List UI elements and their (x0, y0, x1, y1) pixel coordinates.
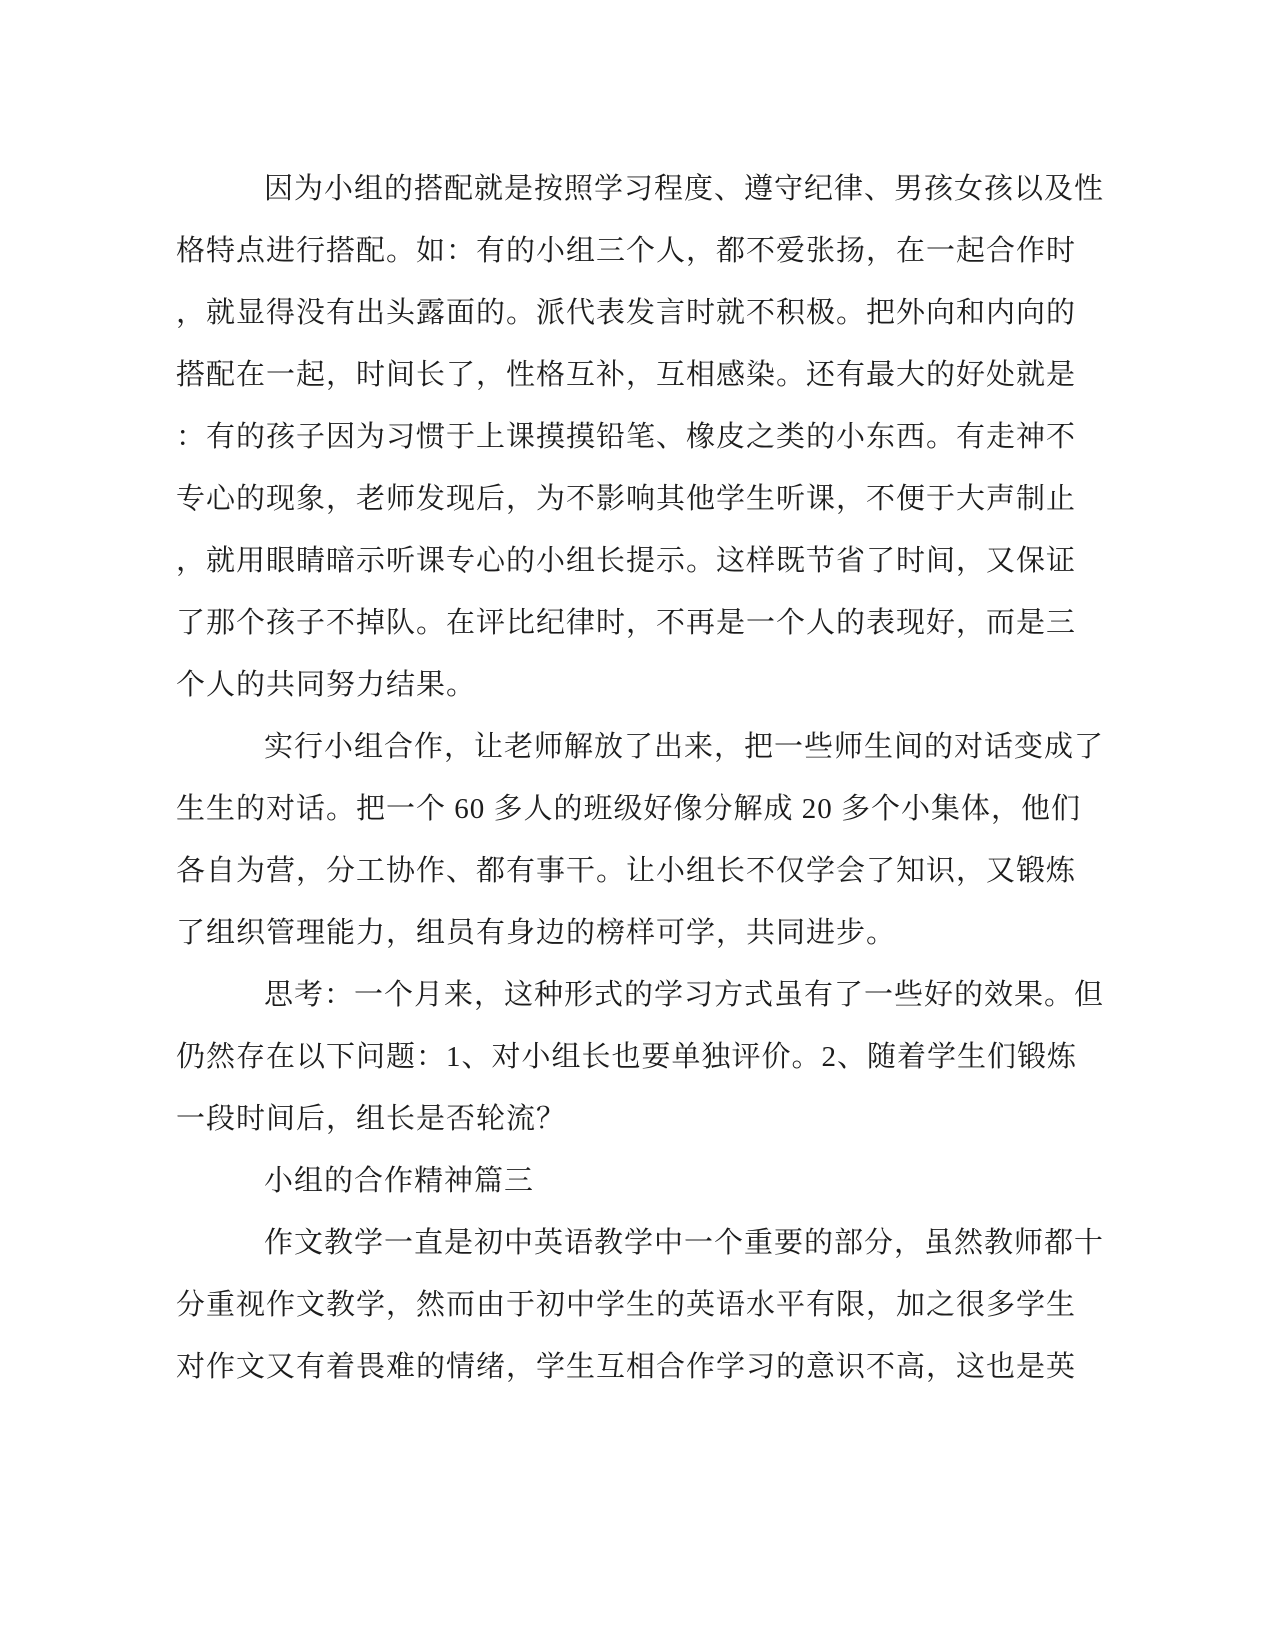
text-line: 了那个孩子不掉队。在评比纪律时，不再是一个人的表现好，而是三 (176, 607, 1077, 639)
text-line: 了组织管理能力，组员有身边的榜样可学，共同进步。 (176, 917, 897, 949)
text-line: 对作文又有着畏难的情绪，学生互相合作学习的意识不高，这也是英 (176, 1351, 1077, 1383)
text-line: 因为小组的搭配就是按照学习程度、遵守纪律、男孩女孩以及性 (264, 173, 1105, 205)
text-line: 思考：一个月来，这种形式的学习方式虽有了一些好的效果。但 (264, 979, 1105, 1011)
text-line: 生生的对话。把一个 60 多人的班级好像分解成 20 多个小集体，他们 (176, 793, 1082, 825)
text-line: ：有的孩子因为习惯于上课摸摸铅笔、橡皮之类的小东西。有走神不 (176, 421, 1077, 453)
text-line: 小组的合作精神篇三 (264, 1165, 535, 1197)
text-line: ，就用眼睛暗示听课专心的小组长提示。这样既节省了时间，又保证 (176, 545, 1077, 577)
text-line: 格特点进行搭配。如：有的小组三个人，都不爱张扬，在一起合作时 (176, 235, 1077, 267)
text-line: 各自为营，分工协作、都有事干。让小组长不仅学会了知识，又锻炼 (176, 855, 1077, 887)
text-line: 个人的共同努力结果。 (176, 669, 477, 701)
text-line: 搭配在一起，时间长了，性格互补，互相感染。还有最大的好处就是 (176, 359, 1077, 391)
text-line: ，就显得没有出头露面的。派代表发言时就不积极。把外向和内向的 (176, 297, 1077, 329)
text-line: 分重视作文教学，然而由于初中学生的英语水平有限，加之很多学生 (176, 1289, 1077, 1321)
text-line: 实行小组合作，让老师解放了出来，把一些师生间的对话变成了 (264, 731, 1105, 763)
text-line: 作文教学一直是初中英语教学中一个重要的部分，虽然教师都十 (264, 1227, 1105, 1259)
text-line: 专心的现象，老师发现后，为不影响其他学生听课，不便于大声制止 (176, 483, 1077, 515)
text-line: 一段时间后，组长是否轮流？ (176, 1103, 567, 1135)
text-line: 仍然存在以下问题：1、对小组长也要单独评价。2、随着学生们锻炼 (176, 1041, 1078, 1073)
